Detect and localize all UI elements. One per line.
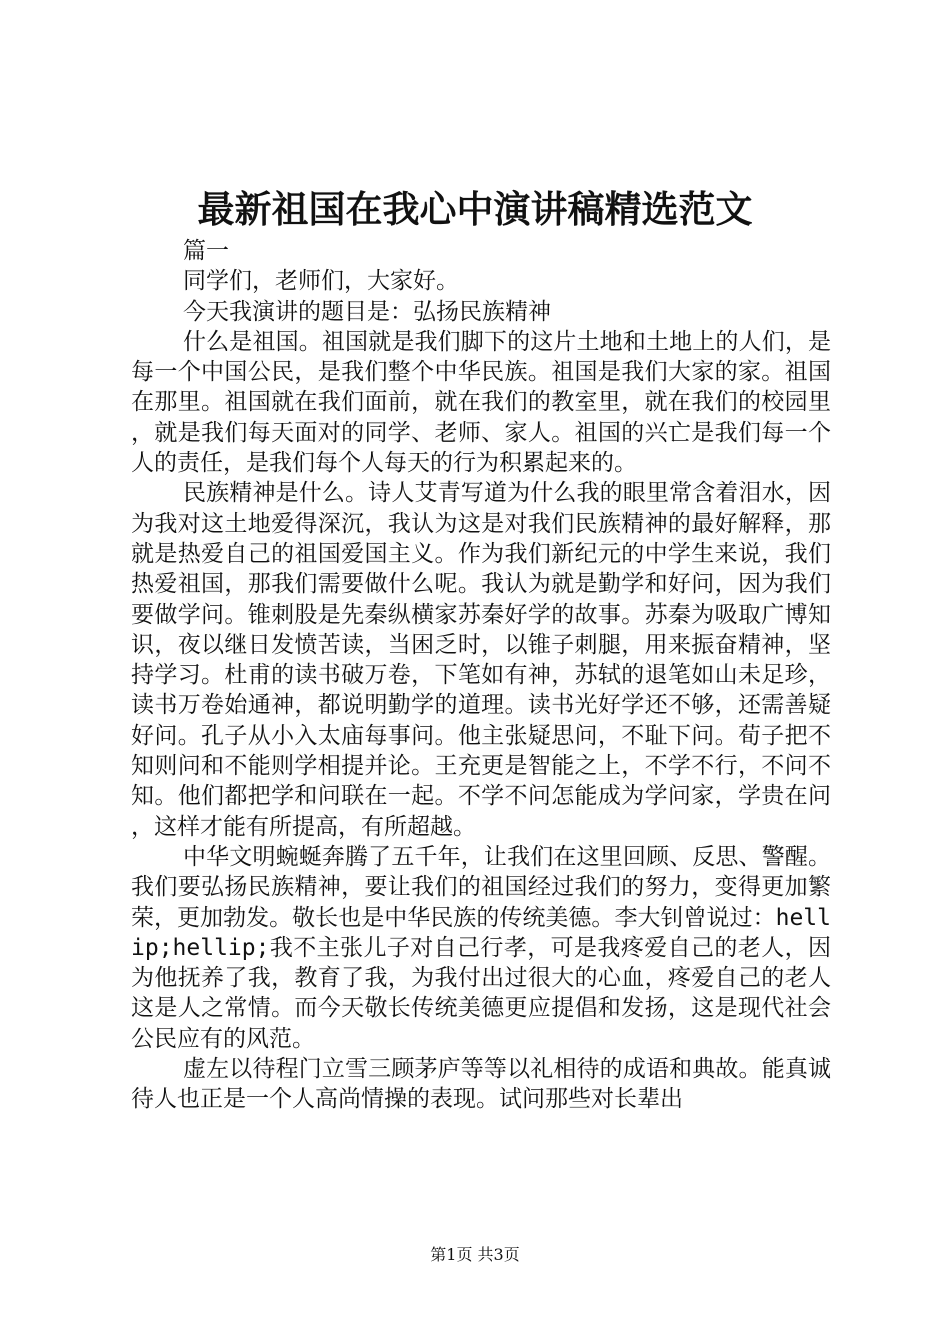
paragraph-national-spirit: 民族精神是什么。诗人艾青写道为什么我的眼里常含着泪水，因为我对这土地爱得深沉，我认为这是对我们民族精神的最好解释，那就是热爱自己的祖国爱国主义。作为我们新纪元的中学生来说，我们热爱祖国，那我们需要做什么呢。我认为就是勤学和好问，因为我们要做学问。锥刺股是先秦纵横家苏秦好学的故事。苏秦为吸取广博知识，夜以继日发愤苦读，当困乏时，以锥子刺腿，用来振奋精神，坚持学习。杜甫的读书破万卷，下笔如有神，苏轼的退笔如山未足珍，读书万卷始通神，都说明勤学的道理。读书光好学还不够，还需善疑好问。孔子从小入太庙每事问。他主张疑思问，不耻下问。荀子把不知则问和不能则学相提并论。王充更是智能之上，不学不行，不问不知。他们都把学和问联在一起。不学不问怎能成为学问家，学贵在问，这样才能有所提高，有所超越。 bbox=[131, 480, 831, 840]
paragraph-greeting: 同学们，老师们，大家好。 bbox=[183, 268, 459, 295]
paragraph-topic: 今天我演讲的题目是：弘扬民族精神 bbox=[183, 298, 551, 325]
paragraph-courtesy: 虚左以待程门立雪三顾茅庐等等以礼相待的成语和典故。能真诚待人也正是一个人高尚情操的表现。试问那些对长辈出 bbox=[131, 1056, 831, 1113]
paragraph-section-label: 篇一 bbox=[183, 238, 229, 264]
paragraph-motherland: 什么是祖国。祖国就是我们脚下的这片土地和土地上的人们，是每一个中国公民，是我们整个中华民族。祖国是我们大家的家。祖国在那里。祖国就在我们面前，就在我们的教室里，就在我们的校园里，就是我们每天面对的同学、老师、家人。祖国的兴亡是我们每一个人的责任，是我们每个人每天的行为积累起来的。 bbox=[131, 328, 831, 477]
page-footer: 第1页 共3页 bbox=[430, 1245, 520, 1264]
document-body bbox=[131, 236, 831, 1115]
paragraph-civilization: 中华文明蜿蜒奔腾了五千年，让我们在这里回顾、反思、警醒。我们要弘扬民族精神，要让我们的祖国经过我们的努力，变得更加繁荣，更加勃发。敬长也是中华民族的传统美德。李大钊曾说过：hellip;hellip;我不主张儿子对自己行孝，可是我疼爱自己的老人，因为他抚养了我，教育了我，为我付出过很大的心血，疼爱自己的老人这是人之常情。而今天敬长传统美德更应提倡和发扬，这是现代社会公民应有的风范。 bbox=[131, 843, 831, 1052]
document-title: 最新祖国在我心中演讲稿精选范文 bbox=[197, 187, 753, 231]
